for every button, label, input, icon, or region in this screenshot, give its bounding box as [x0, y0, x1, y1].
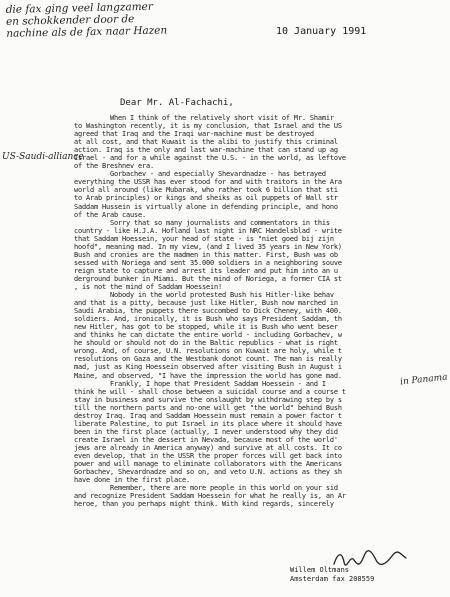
- body-line: Sorry that so many journalists and commentators in this: [110, 218, 330, 227]
- body-line: everything the USSR has ever stood for and with traitors in the Ara: [74, 178, 342, 187]
- body-line: action. Iraq is the only and last war-machine that can stand up ag: [74, 146, 338, 155]
- inline-handwritten-note: in Panama: [399, 372, 449, 388]
- body-line: wrong. And, of course, U.N. resolutions on Kuwait are holy, while t: [74, 347, 342, 356]
- body-line: he should or should not do in the Baltic republics - what is right: [74, 339, 338, 348]
- body-line: and recognize President Saddam Hoessein for what he really is, an Ar: [74, 492, 346, 501]
- body-line: been in the first place (actually, I never understood why they did: [74, 427, 338, 436]
- body-line: sessed with Noriega and sent 35.000 soldiers in a neighboring souve: [74, 258, 342, 267]
- signer-name: Willem Oltmans: [290, 566, 350, 574]
- body-line: and thinks he can dictate the entire world - including Gorbachev, w: [74, 331, 342, 340]
- body-line: new Hitler, has got to be stopped, while it is Bush who went beser: [74, 323, 338, 332]
- body-line: Nobody in the world protested Bush his Hitler-like behav: [110, 291, 334, 300]
- letter-body: [74, 114, 449, 509]
- letter-date: 10 January 1991: [276, 26, 367, 37]
- handwritten-note-line: en schokkender door de: [5, 13, 135, 28]
- body-line: Maine, and observed, "I have the impression the world has gone mad.: [74, 371, 342, 380]
- body-line: Saudi Arabia, the puppets there succombed to Dick Cheney, with 400.: [74, 307, 342, 316]
- body-line: Israel - and for a while against the U.S. - in the world, as leftove: [74, 154, 346, 163]
- body-line: mad, just as King Hoessein observed after visiting Bush in August i: [74, 363, 342, 372]
- body-line: Gorbachev, Shevardnadze and so on, and veto U.N. actions as they sh: [74, 468, 342, 477]
- body-line: Frankly, I hope that President Saddam Hoessein - and I: [110, 379, 326, 388]
- body-line: stay in business and survive the onslaught by withdrawing step by s: [74, 395, 342, 404]
- body-line: heroe, than you perhaps might think. With kind regards, sincerely: [74, 500, 334, 509]
- body-line: country - like H.J.A. Hofland last night in NRC Handelsblad - write: [74, 226, 342, 235]
- body-line: power and will manage to eliminate collaborators with the Americans: [74, 460, 342, 469]
- body-line: Gorbachev - and especially Shevardnadze - has betrayed: [110, 170, 326, 179]
- body-line: reign state to capture and arrest its leader and put him into an u: [74, 266, 338, 275]
- handwritten-note-line: nachine als de fax naar Hazen: [6, 24, 168, 40]
- body-line: When I think of the relatively short visit of Mr. Shamir: [110, 114, 334, 122]
- body-line: Remember, there are more people in this world on your sid: [110, 484, 338, 493]
- body-line: , is not the mind of Saddam Hoessein!: [74, 282, 222, 291]
- body-line: agreed that Iraq and the Iraqi war-machine must be destroyed: [74, 130, 314, 139]
- body-line: that Saddam Hoessein, your head of state - is "niet goed bij zijn: [74, 234, 334, 243]
- body-line: hoofd", meaning mad. In my view, (and I lived 35 years in New York): [74, 242, 342, 251]
- body-line: at all cost, and that Kuwait is the alibi to justify this criminal: [74, 138, 338, 147]
- margin-handwritten-note: US-Saudi-alliance: [2, 152, 84, 162]
- signature-block: [290, 566, 374, 583]
- signer-fax: Amsterdam fax 208559: [290, 574, 375, 583]
- body-line: resolutions on Gaza and the Westbank donot count. The man is really: [74, 355, 342, 364]
- body-line: and that is a pitty, because just like Hitler, Bush now marched in: [74, 299, 338, 308]
- body-line: liberate Palestine, to put Israel in its place where it should have: [74, 419, 342, 428]
- body-line: of the Breshnev era.: [74, 162, 154, 171]
- body-line: world all around (like Mubarak, who rather took 6 billion that sti: [74, 186, 338, 195]
- body-line: Bush and cronies are the madmen in this matter. First, Bush was ob: [74, 250, 338, 259]
- body-line: to Washington recently, it is my conclusion, that Israel and the US: [74, 122, 342, 131]
- body-line: have done in the first place.: [74, 476, 190, 485]
- handwritten-note-line: die fax ging veel langzamer: [5, 0, 153, 16]
- body-line: till the northern parts and no-one will get "the world" behind Bush: [74, 403, 342, 412]
- body-line: soldiers. And, ironically, it is Bush who says President Saddam, th: [74, 315, 342, 324]
- body-line: jews are already in America anyway) and survive at all costs. It co: [74, 443, 342, 452]
- body-line: create Israel in the dessert in Nevada, because most of the world': [74, 435, 338, 444]
- salutation: Dear Mr. Al-Fachachi,: [120, 98, 234, 108]
- body-line: destroy Iraq. Iraq and Saddam Hoessein must remain a power factor t: [74, 411, 342, 420]
- handwritten-note: [6, 0, 277, 40]
- body-line: Saddam Hussein is virtually alone in defending principle, and hono: [74, 202, 338, 211]
- body-line: derground bunker in Miami. But the mind of Noriega, a former CIA st: [74, 274, 342, 283]
- body-line: of the Arab cause.: [74, 210, 146, 219]
- body-line: to Arab principles) or kings and sheiks as oil puppets of Wall str: [74, 194, 338, 203]
- body-line: even develop, that in the USSR the proper forces will get back into: [74, 451, 342, 460]
- body-line: think he will - shall chose between a suicidal course and a course t: [74, 387, 346, 396]
